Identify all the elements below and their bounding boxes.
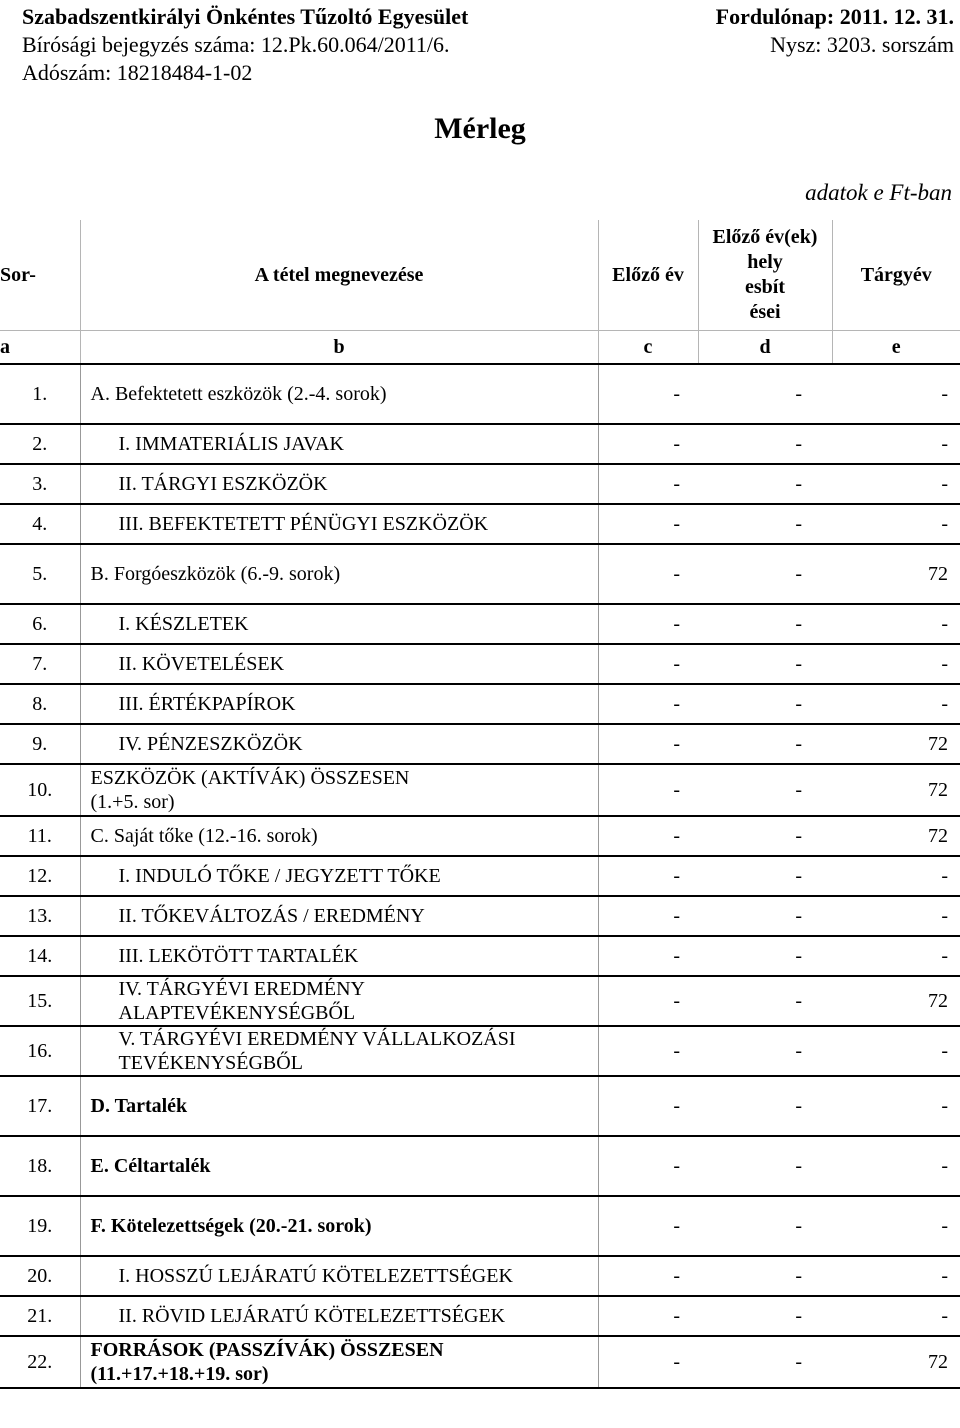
row-label-line-1: III. BEFEKTETETT PÉNÜGYI ESZKÖZÖK [118, 513, 489, 535]
row-label-line-1: IV. PÉNZESZKÖZÖK [118, 733, 303, 755]
row-current-year: 72 [832, 1336, 960, 1388]
row-prev-adjustments: - [698, 644, 832, 684]
row-label [80, 896, 598, 936]
row-label [80, 1256, 598, 1296]
table-row [0, 936, 960, 976]
row-number: 13. [0, 896, 80, 936]
table-row [0, 504, 960, 544]
row-current-year: 72 [832, 764, 960, 816]
row-prev-adjustments: - [698, 684, 832, 724]
row-label-line-1: II. RÖVID LEJÁRATÚ KÖTELEZETTSÉGEK [118, 1305, 506, 1327]
row-label-line-1: V. TÁRGYÉVI EREDMÉNY VÁLLALKOZÁSI [118, 1028, 516, 1050]
col-header-row-no: Sor- [0, 220, 80, 331]
row-prev-year: - [598, 856, 698, 896]
row-current-year: - [832, 684, 960, 724]
row-label [80, 1026, 598, 1076]
row-number: 11. [0, 816, 80, 856]
row-number: 17. [0, 1076, 80, 1136]
row-number: 10. [0, 764, 80, 816]
table-row [0, 544, 960, 604]
row-number: 15. [0, 976, 80, 1026]
table-row [0, 1336, 960, 1388]
table-row [0, 1076, 960, 1136]
row-prev-year: - [598, 604, 698, 644]
row-label [80, 424, 598, 464]
row-prev-adjustments: - [698, 724, 832, 764]
row-prev-year: - [598, 896, 698, 936]
row-prev-year: - [598, 1336, 698, 1388]
table-row [0, 724, 960, 764]
row-current-year: - [832, 364, 960, 424]
row-prev-year: - [598, 1196, 698, 1256]
row-label [80, 1136, 598, 1196]
row-label-line-2: (1.+5. sor) [90, 791, 175, 813]
row-label-line-1: B. Forgóeszközök (6.-9. sorok) [90, 563, 341, 585]
row-prev-adjustments: - [698, 976, 832, 1026]
row-current-year: 72 [832, 544, 960, 604]
row-number: 1. [0, 364, 80, 424]
row-prev-year: - [598, 1296, 698, 1336]
row-prev-adjustments: - [698, 816, 832, 856]
row-prev-year: - [598, 1076, 698, 1136]
table-row [0, 764, 960, 816]
row-number: 18. [0, 1136, 80, 1196]
row-prev-adjustments: - [698, 1136, 832, 1196]
row-number: 19. [0, 1196, 80, 1256]
row-prev-adjustments: - [698, 604, 832, 644]
row-number: 20. [0, 1256, 80, 1296]
row-label-line-1: E. Céltartalék [90, 1155, 211, 1177]
col-letter-d: d [698, 331, 832, 365]
row-current-year: - [832, 504, 960, 544]
org-name: Szabadszentkirályi Önkéntes Tűzoltó Egyesület [22, 4, 469, 29]
table-row [0, 856, 960, 896]
column-letters-row [0, 331, 960, 365]
row-label [80, 544, 598, 604]
row-current-year: - [832, 896, 960, 936]
row-prev-adjustments: - [698, 1296, 832, 1336]
row-current-year: - [832, 424, 960, 464]
row-current-year: - [832, 1256, 960, 1296]
row-prev-year: - [598, 644, 698, 684]
row-prev-year: - [598, 1256, 698, 1296]
row-prev-adjustments: - [698, 764, 832, 816]
row-prev-adjustments: - [698, 1336, 832, 1388]
row-current-year: - [832, 1196, 960, 1256]
table-row [0, 816, 960, 856]
table-row [0, 684, 960, 724]
row-number: 14. [0, 936, 80, 976]
row-label [80, 764, 598, 816]
col-letter-a: a [0, 331, 80, 365]
row-label [80, 816, 598, 856]
row-prev-year: - [598, 1026, 698, 1076]
table-row [0, 604, 960, 644]
row-label-line-1: C. Saját tőke (12.-16. sorok) [90, 825, 318, 847]
row-current-year: 72 [832, 724, 960, 764]
table-row [0, 1256, 960, 1296]
row-prev-year: - [598, 724, 698, 764]
row-label-line-2: (11.+17.+18.+19. sor) [90, 1363, 269, 1385]
row-prev-adjustments: - [698, 1076, 832, 1136]
court-registration: Bírósági bejegyzés száma: 12.Pk.60.064/2011/6. [22, 32, 450, 57]
row-prev-adjustments: - [698, 896, 832, 936]
row-label [80, 1296, 598, 1336]
col-header-adj-line-4: ései [749, 301, 781, 323]
header-line-1 [22, 4, 954, 30]
row-prev-year: - [598, 364, 698, 424]
row-number: 12. [0, 856, 80, 896]
row-current-year: 72 [832, 816, 960, 856]
page-title: Mérleg [434, 112, 526, 145]
row-prev-adjustments: - [698, 504, 832, 544]
row-prev-adjustments: - [698, 1256, 832, 1296]
row-label [80, 684, 598, 724]
row-number: 9. [0, 724, 80, 764]
row-prev-year: - [598, 1136, 698, 1196]
row-label-line-1: A. Befektetett eszközök (2.-4. sorok) [90, 383, 387, 405]
row-label [80, 724, 598, 764]
row-label [80, 464, 598, 504]
units-note: adatok e Ft-ban [805, 180, 952, 205]
header-line-2 [22, 32, 954, 58]
row-label-line-1: ESZKÖZÖK (AKTÍVÁK) ÖSSZESEN [90, 767, 410, 789]
table-row [0, 1296, 960, 1336]
col-header-adj-line-2: hely [747, 251, 783, 273]
row-label-line-1: II. TŐKEVÁLTOZÁS / EREDMÉNY [118, 905, 425, 927]
row-label [80, 604, 598, 644]
row-number: 22. [0, 1336, 80, 1388]
table-row [0, 1136, 960, 1196]
row-label [80, 1076, 598, 1136]
row-label-line-1: IV. TÁRGYÉVI EREDMÉNY [118, 978, 365, 1000]
row-label-line-1: I. HOSSZÚ LEJÁRATÚ KÖTELEZETTSÉGEK [118, 1265, 513, 1287]
row-current-year: - [832, 1136, 960, 1196]
col-header-current-year: Tárgyév [832, 220, 960, 331]
row-prev-year: - [598, 684, 698, 724]
row-label-line-1: II. TÁRGYI ESZKÖZÖK [118, 473, 328, 495]
turning-date: Fordulónap: 2011. 12. 31. [715, 4, 954, 29]
col-header-prev-year: Előző év [598, 220, 698, 331]
row-label-line-2: TEVÉKENYSÉGBŐL [118, 1052, 303, 1074]
row-number: 5. [0, 544, 80, 604]
row-label [80, 504, 598, 544]
row-prev-year: - [598, 504, 698, 544]
row-prev-year: - [598, 936, 698, 976]
row-prev-year: - [598, 464, 698, 504]
row-current-year: - [832, 856, 960, 896]
row-label-line-1: III. ÉRTÉKPAPÍROK [118, 693, 296, 715]
row-prev-year: - [598, 816, 698, 856]
row-number: 4. [0, 504, 80, 544]
row-prev-adjustments: - [698, 424, 832, 464]
row-prev-year: - [598, 976, 698, 1026]
row-label-line-1: II. KÖVETELÉSEK [118, 653, 285, 675]
row-prev-adjustments: - [698, 856, 832, 896]
col-header-adj-line-3: esbít [745, 276, 785, 298]
table-row [0, 1196, 960, 1256]
row-number: 7. [0, 644, 80, 684]
table-row [0, 424, 960, 464]
header-line-3 [22, 60, 954, 86]
table-row [0, 464, 960, 504]
col-letter-e: e [832, 331, 960, 365]
row-label-line-1: FORRÁSOK (PASSZÍVÁK) ÖSSZESEN [90, 1339, 444, 1361]
row-label [80, 856, 598, 896]
row-prev-adjustments: - [698, 464, 832, 504]
col-letter-b: b [80, 331, 598, 365]
row-current-year: - [832, 1296, 960, 1336]
row-label-line-1: III. LEKÖTÖTT TARTALÉK [118, 945, 359, 967]
serial-number: Nysz: 3203. sorszám [770, 32, 954, 57]
col-header-prev-adjustments [698, 220, 832, 331]
row-current-year: - [832, 1026, 960, 1076]
col-header-name: A tétel megnevezése [80, 220, 598, 331]
row-number: 16. [0, 1026, 80, 1076]
row-prev-year: - [598, 764, 698, 816]
table-row [0, 1026, 960, 1076]
tax-number: Adószám: 18218484-1-02 [22, 60, 253, 85]
row-label [80, 1196, 598, 1256]
row-prev-adjustments: - [698, 364, 832, 424]
row-label-line-1: I. IMMATERIÁLIS JAVAK [118, 433, 344, 455]
row-label [80, 936, 598, 976]
row-label [80, 644, 598, 684]
row-label-line-2: ALAPTEVÉKENYSÉGBŐL [118, 1002, 356, 1024]
row-prev-year: - [598, 544, 698, 604]
row-current-year: - [832, 464, 960, 504]
row-prev-adjustments: - [698, 1026, 832, 1076]
row-label-line-1: I. INDULÓ TŐKE / JEGYZETT TŐKE [118, 865, 441, 887]
row-label-line-1: I. KÉSZLETEK [118, 613, 249, 635]
row-current-year: - [832, 604, 960, 644]
row-label [80, 1336, 598, 1388]
row-prev-year: - [598, 424, 698, 464]
row-number: 2. [0, 424, 80, 464]
row-current-year: - [832, 644, 960, 684]
table-row [0, 896, 960, 936]
table-row [0, 976, 960, 1026]
table-row [0, 364, 960, 424]
balance-table [0, 220, 960, 1389]
row-current-year: - [832, 1076, 960, 1136]
row-prev-adjustments: - [698, 1196, 832, 1256]
col-header-adj-line-1: Előző év(ek) [712, 226, 818, 248]
row-prev-adjustments: - [698, 544, 832, 604]
row-number: 6. [0, 604, 80, 644]
row-current-year: 72 [832, 976, 960, 1026]
row-label-line-1: F. Kötelezettségek (20.-21. sorok) [90, 1215, 372, 1237]
row-label [80, 364, 598, 424]
row-prev-adjustments: - [698, 936, 832, 976]
row-label [80, 976, 598, 1026]
row-number: 8. [0, 684, 80, 724]
table-row [0, 644, 960, 684]
row-current-year: - [832, 936, 960, 976]
table-header-row [0, 220, 960, 331]
col-letter-c: c [598, 331, 698, 365]
row-number: 3. [0, 464, 80, 504]
row-label-line-1: D. Tartalék [90, 1095, 188, 1117]
row-number: 21. [0, 1296, 80, 1336]
